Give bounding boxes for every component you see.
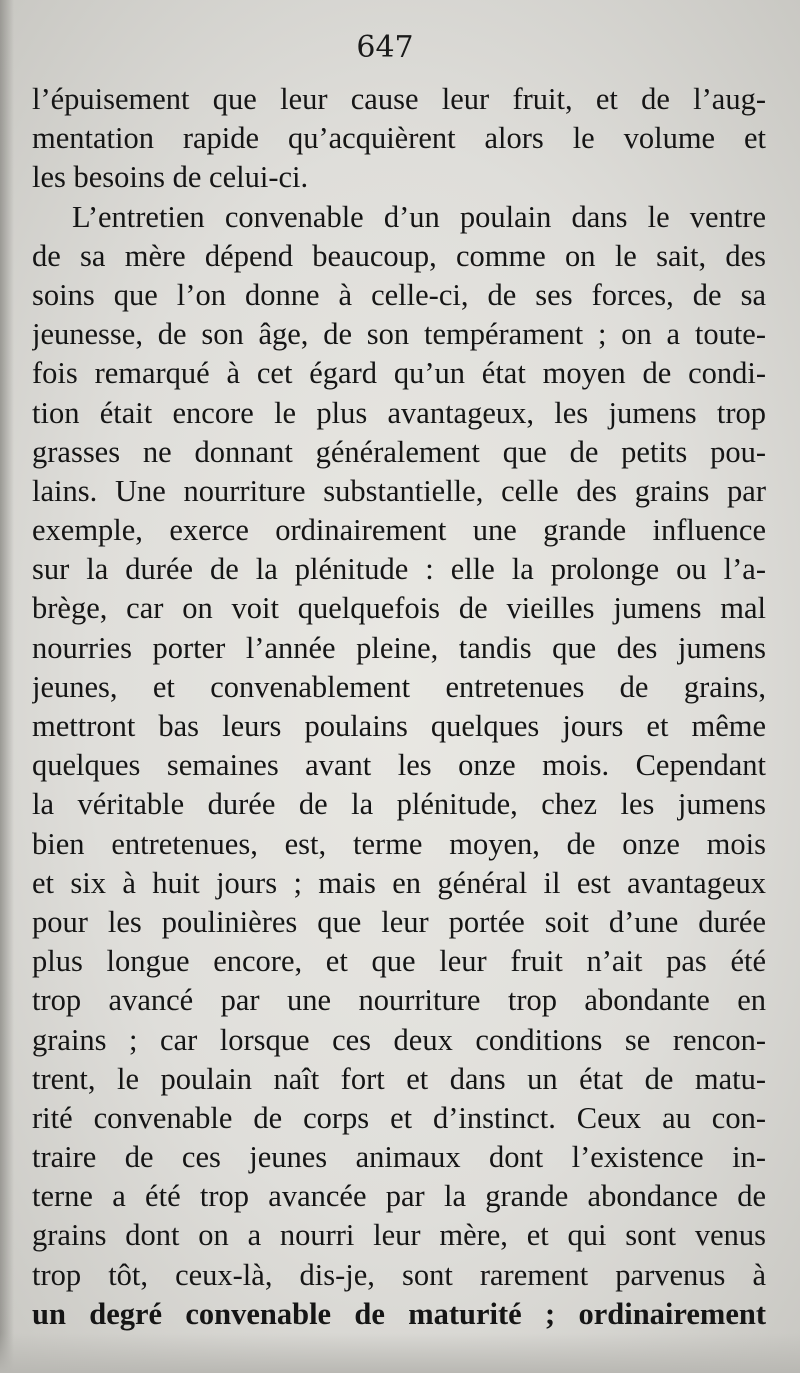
text-line: l’épuisement que leur cause leur fruit, et de l’aug- bbox=[32, 82, 766, 116]
page-number: 647 bbox=[356, 30, 414, 65]
text-line: les besoins de celui-ci. bbox=[32, 160, 309, 195]
text-line: sur la durée de la plénitude : elle la prolonge ou l’a- bbox=[32, 552, 766, 587]
text-line: nourries porter l’année pleine, tandis que des jumens bbox=[32, 630, 766, 665]
text-line: plus longue encore, et que leur fruit n’ait pas été bbox=[32, 944, 766, 979]
text-line: brège, car on voit quelquefois de vieilles jumens mal bbox=[32, 591, 766, 626]
text-line: L’entretien convenable d’un poulain dans le ventre bbox=[72, 199, 766, 234]
text-line: terne a été trop avancée par la grande abondance de bbox=[32, 1179, 766, 1214]
text-line: soins que l’on donne à celle-ci, de ses forces, de sa bbox=[32, 277, 766, 312]
text-line: quelques semaines avant les onze mois. Cependant bbox=[32, 748, 766, 783]
text-line: un degré convenable de maturité ; ordinairement bbox=[32, 1296, 766, 1331]
text-line: grains dont on a nourri leur mère, et qui sont venus bbox=[32, 1218, 766, 1253]
text-line: trent, le poulain naît fort et dans un état de matu- bbox=[32, 1061, 766, 1096]
page-shadow-bottom bbox=[0, 1333, 800, 1373]
text-line: trop tôt, ceux-là, dis-je, sont rarement parvenus à bbox=[32, 1257, 766, 1292]
text-line: fois remarqué à cet égard qu’un état moyen de condi- bbox=[32, 356, 766, 391]
text-line: jeunes, et convenablement entretenues de grains, bbox=[32, 669, 766, 704]
body-text bbox=[32, 80, 766, 1334]
text-line: et six à huit jours ; mais en général il est avantageux bbox=[32, 865, 766, 900]
page-shadow-left bbox=[0, 0, 14, 1373]
text-line: bien entretenues, est, terme moyen, de onze mois bbox=[32, 826, 766, 861]
text-line: pour les poulinières que leur portée soit d’une durée bbox=[32, 904, 766, 939]
text-line: lains. Une nourriture substantielle, celle des grains par bbox=[32, 473, 766, 508]
text-line: grains ; car lorsque ces deux conditions se rencon- bbox=[32, 1022, 766, 1057]
text-line: tion était encore le plus avantageux, les jumens trop bbox=[32, 395, 766, 430]
text-line: grasses ne donnant généralement que de petits pou- bbox=[32, 434, 766, 469]
text-line: mettront bas leurs poulains quelques jours et même bbox=[32, 709, 766, 743]
text-line: rité convenable de corps et d’instinct. Ceux au con- bbox=[32, 1100, 766, 1135]
text-line: exemple, exerce ordinairement une grande influence bbox=[32, 513, 766, 548]
text-line: traire de ces jeunes animaux dont l’existence in- bbox=[32, 1140, 766, 1175]
text-line: jeunesse, de son âge, de son tempérament ; on a toute- bbox=[32, 317, 766, 352]
text-line: trop avancé par une nourriture trop abondante en bbox=[32, 983, 766, 1018]
text-line: de sa mère dépend beaucoup, comme on le sait, des bbox=[32, 238, 766, 273]
text-line: mentation rapide qu’acquièrent alors le volume et bbox=[32, 121, 766, 156]
text-line: la véritable durée de la plénitude, chez les jumens bbox=[32, 787, 766, 822]
